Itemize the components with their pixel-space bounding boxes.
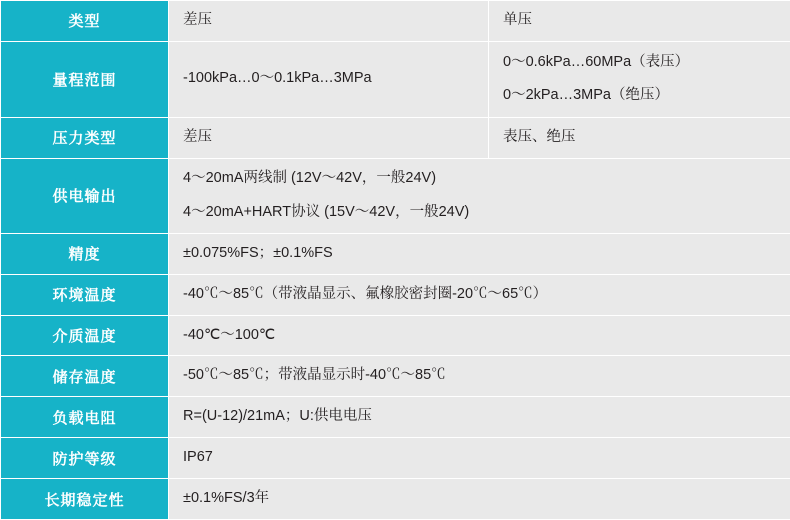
table-row: [1, 117, 790, 158]
row-label: 精度: [1, 233, 169, 274]
row-label: 储存温度: [1, 356, 169, 397]
value-line: -50℃〜85℃；带液晶显示时-40℃〜85℃: [183, 364, 780, 388]
row-value: [169, 233, 790, 274]
value-line: 单压: [503, 9, 780, 33]
value-line: R=(U-12)/21mA；U:供电电压: [183, 405, 780, 429]
row-label: 长期稳定性: [1, 479, 169, 520]
value-line: -40℃〜100℃: [183, 324, 780, 348]
table-row: [1, 479, 790, 520]
value-line: IP67: [183, 446, 780, 470]
value-line: ±0.1%FS/3年: [183, 487, 780, 511]
table-row: [1, 274, 790, 315]
value-line: -40℃〜85℃（带液晶显示、氟橡胶密封圈-20℃〜65℃）: [183, 283, 780, 307]
row-value: [169, 274, 790, 315]
value-line: 4〜20mA+HART协议 (15V〜42V，一般24V): [183, 201, 780, 225]
row-value: [169, 397, 790, 438]
value-line: -100kPa…0〜0.1kPa…3MPa: [183, 67, 478, 91]
value-line: 差压: [183, 126, 478, 150]
row-label: 环境温度: [1, 274, 169, 315]
table-row: [1, 158, 790, 233]
value-line: 0〜2kPa…3MPa（绝压）: [503, 84, 780, 108]
row-label: 供电输出: [1, 158, 169, 233]
table-row: [1, 1, 790, 42]
row-value-single: [489, 1, 790, 42]
row-value: [169, 315, 790, 356]
table-row: [1, 233, 790, 274]
row-value-single: [489, 117, 790, 158]
row-value: [169, 356, 790, 397]
row-value-differential: [169, 117, 489, 158]
value-line: ±0.075%FS；±0.1%FS: [183, 242, 780, 266]
row-value: [169, 158, 790, 233]
row-value-differential: [169, 41, 489, 117]
specification-table-body: [1, 1, 790, 520]
value-line: 差压: [183, 9, 478, 33]
row-label: 防护等级: [1, 438, 169, 479]
table-row: [1, 41, 790, 117]
value-line: 表压、绝压: [503, 126, 780, 150]
row-label: 压力类型: [1, 117, 169, 158]
table-row: [1, 397, 790, 438]
row-value-differential: [169, 1, 489, 42]
table-row: [1, 356, 790, 397]
value-line: 4〜20mA两线制 (12V〜42V，一般24V): [183, 167, 780, 191]
row-label: 负载电阻: [1, 397, 169, 438]
row-label: 类型: [1, 1, 169, 42]
value-line: 0〜0.6kPa…60MPa（表压）: [503, 51, 780, 75]
row-label: 介质温度: [1, 315, 169, 356]
row-value: [169, 479, 790, 520]
row-label: 量程范围: [1, 41, 169, 117]
row-value-single: [489, 41, 790, 117]
table-row: [1, 315, 790, 356]
